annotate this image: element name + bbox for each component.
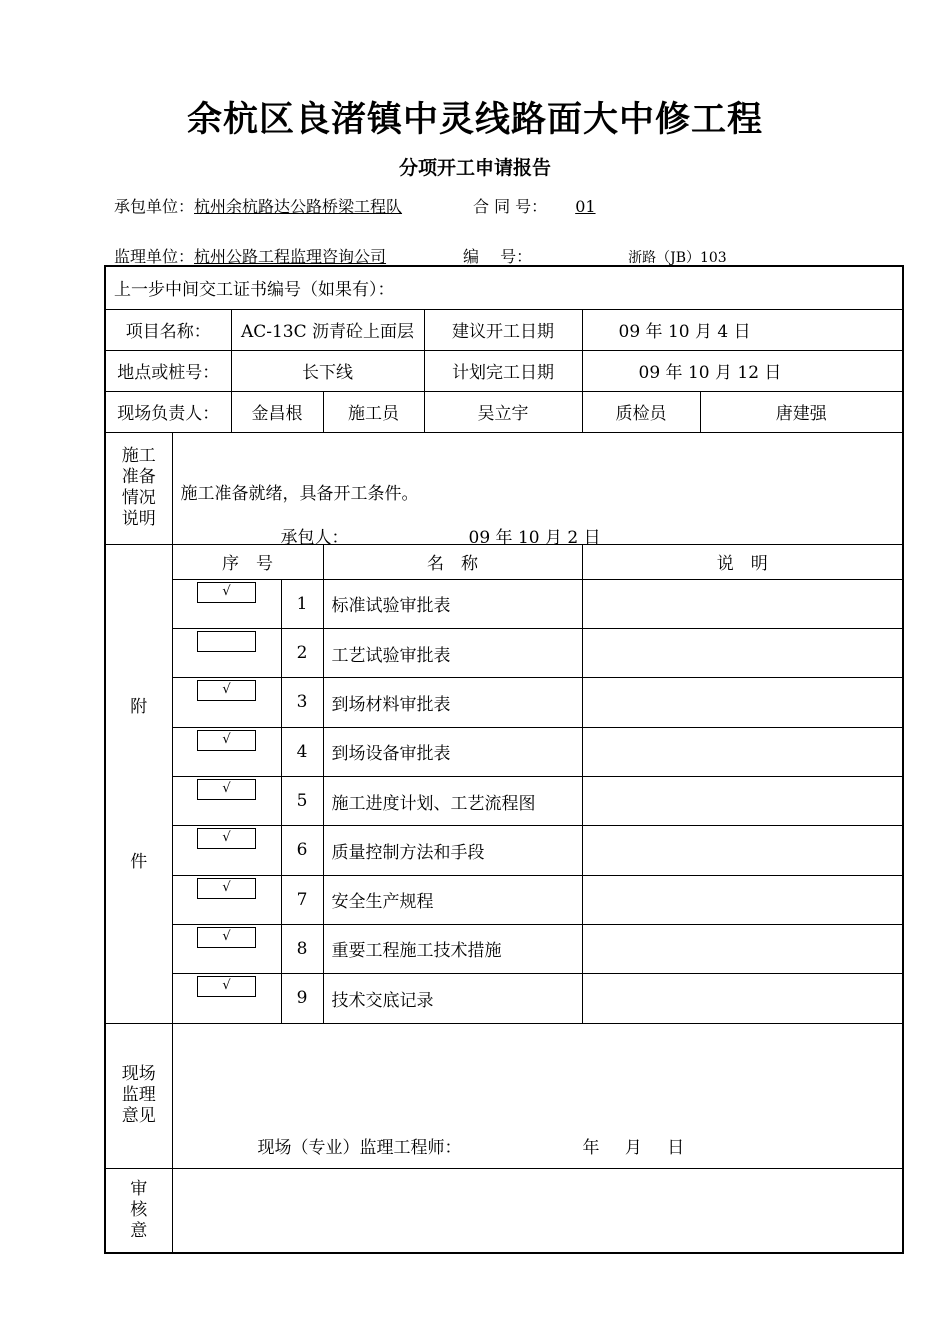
item-note xyxy=(582,727,903,776)
prep-sign-label: 承包人： xyxy=(280,527,349,548)
checkbox[interactable]: √ xyxy=(197,779,256,800)
contract-no-line xyxy=(473,194,598,217)
item-name: 质量控制方法和手段 xyxy=(323,826,582,875)
table-row xyxy=(105,924,903,973)
item-no: 7 xyxy=(281,875,323,924)
prep-content xyxy=(172,432,903,548)
checkbox[interactable]: √ xyxy=(197,582,256,603)
qc-value: 唐建强 xyxy=(700,391,903,432)
item-name: 到场材料审批表 xyxy=(323,678,582,727)
engineer-label: 现场（专业）监理工程师： xyxy=(257,1137,462,1158)
item-note xyxy=(582,924,903,973)
col-no-header: 序 号 xyxy=(172,544,323,579)
item-note xyxy=(582,875,903,924)
supervision-date: 年 月 日 xyxy=(582,1137,695,1158)
item-name: 工艺试验审批表 xyxy=(323,629,582,678)
item-note xyxy=(582,579,903,628)
document-title: 余杭区良渚镇中灵线路面大中修工程 xyxy=(186,100,763,140)
item-no: 9 xyxy=(281,974,323,1023)
contract-no-label: 合 同 号： xyxy=(473,197,548,216)
item-name: 施工进度计划、工艺流程图 xyxy=(323,776,582,825)
item-note xyxy=(582,974,903,1023)
site-manager-value: 金昌根 xyxy=(231,391,323,432)
prev-cert-label: 上一步中间交工证书编号（如果有）： xyxy=(105,266,903,309)
checkbox[interactable]: √ xyxy=(197,828,256,849)
table-row xyxy=(105,974,903,1023)
supervisor-label: 监理单位： xyxy=(114,247,195,266)
item-no: 2 xyxy=(281,629,323,678)
supervision-content[interactable] xyxy=(172,1023,903,1168)
worker-label: 施工员 xyxy=(323,391,424,432)
contractor-value: 杭州余杭路达公路桥梁工程队 xyxy=(194,197,403,216)
prep-text: 施工准备就绪，具备开工条件。 xyxy=(180,483,419,504)
table-row xyxy=(105,776,903,825)
prep-sign-date: 09 年 10 月 2 日 xyxy=(468,527,601,548)
project-name-label: 项目名称： xyxy=(105,309,231,350)
document-subtitle: 分项开工申请报告 xyxy=(398,157,551,179)
checkbox[interactable] xyxy=(197,631,256,652)
attachments-label: 附 件 xyxy=(105,544,172,1023)
item-note xyxy=(582,826,903,875)
checkbox[interactable]: √ xyxy=(197,680,256,701)
item-name: 到场设备审批表 xyxy=(323,727,582,776)
site-manager-label: 现场负责人： xyxy=(105,391,231,432)
contract-no-value: 01 xyxy=(575,197,596,216)
project-name-value: AC-13C 沥青砼上面层 xyxy=(231,309,424,350)
item-no: 3 xyxy=(281,678,323,727)
table-row xyxy=(105,875,903,924)
supervisor-line xyxy=(114,244,386,267)
location-value: 长下线 xyxy=(231,350,424,391)
item-no: 1 xyxy=(281,579,323,628)
number-label: 编 号： xyxy=(463,247,533,266)
qc-label: 质检员 xyxy=(582,391,700,432)
table-row xyxy=(105,727,903,776)
worker-value: 吴立宇 xyxy=(424,391,582,432)
col-name-header: 名 称 xyxy=(323,544,582,579)
start-date-value: 09 年 10 月 4 日 xyxy=(582,309,903,350)
checkbox[interactable]: √ xyxy=(197,730,256,751)
item-no: 6 xyxy=(281,826,323,875)
table-row xyxy=(105,678,903,727)
item-name: 安全生产规程 xyxy=(323,875,582,924)
table-row xyxy=(105,629,903,678)
review-content[interactable] xyxy=(172,1168,903,1253)
item-name: 技术交底记录 xyxy=(323,974,582,1023)
col-note-header: 说 明 xyxy=(582,544,903,579)
number-line xyxy=(463,244,727,267)
item-note xyxy=(582,776,903,825)
item-no: 4 xyxy=(281,727,323,776)
finish-date-value: 09 年 10 月 12 日 xyxy=(582,350,903,391)
supervisor-value: 杭州公路工程监理咨询公司 xyxy=(194,247,387,266)
checkbox[interactable]: √ xyxy=(197,878,256,899)
item-note xyxy=(582,678,903,727)
review-label: 审 核 意 xyxy=(105,1168,172,1253)
checkbox[interactable]: √ xyxy=(197,927,256,948)
finish-date-label: 计划完工日期 xyxy=(424,350,582,391)
item-name: 标准试验审批表 xyxy=(323,579,582,628)
location-label: 地点或桩号： xyxy=(105,350,231,391)
application-form xyxy=(104,265,904,1254)
checkbox[interactable]: √ xyxy=(197,976,256,997)
contractor-label: 承包单位： xyxy=(114,197,195,216)
table-row xyxy=(105,579,903,628)
prep-label: 施工 准备 情况 说明 xyxy=(105,432,172,544)
item-note xyxy=(582,629,903,678)
table-row xyxy=(105,826,903,875)
item-name: 重要工程施工技术措施 xyxy=(323,924,582,973)
item-no: 5 xyxy=(281,776,323,825)
supervision-label: 现场 监理 意见 xyxy=(105,1023,172,1168)
start-date-label: 建议开工日期 xyxy=(424,309,582,350)
number-value: 浙路（JB）103 xyxy=(628,250,727,266)
item-no: 8 xyxy=(281,924,323,973)
contractor-line xyxy=(114,194,402,217)
